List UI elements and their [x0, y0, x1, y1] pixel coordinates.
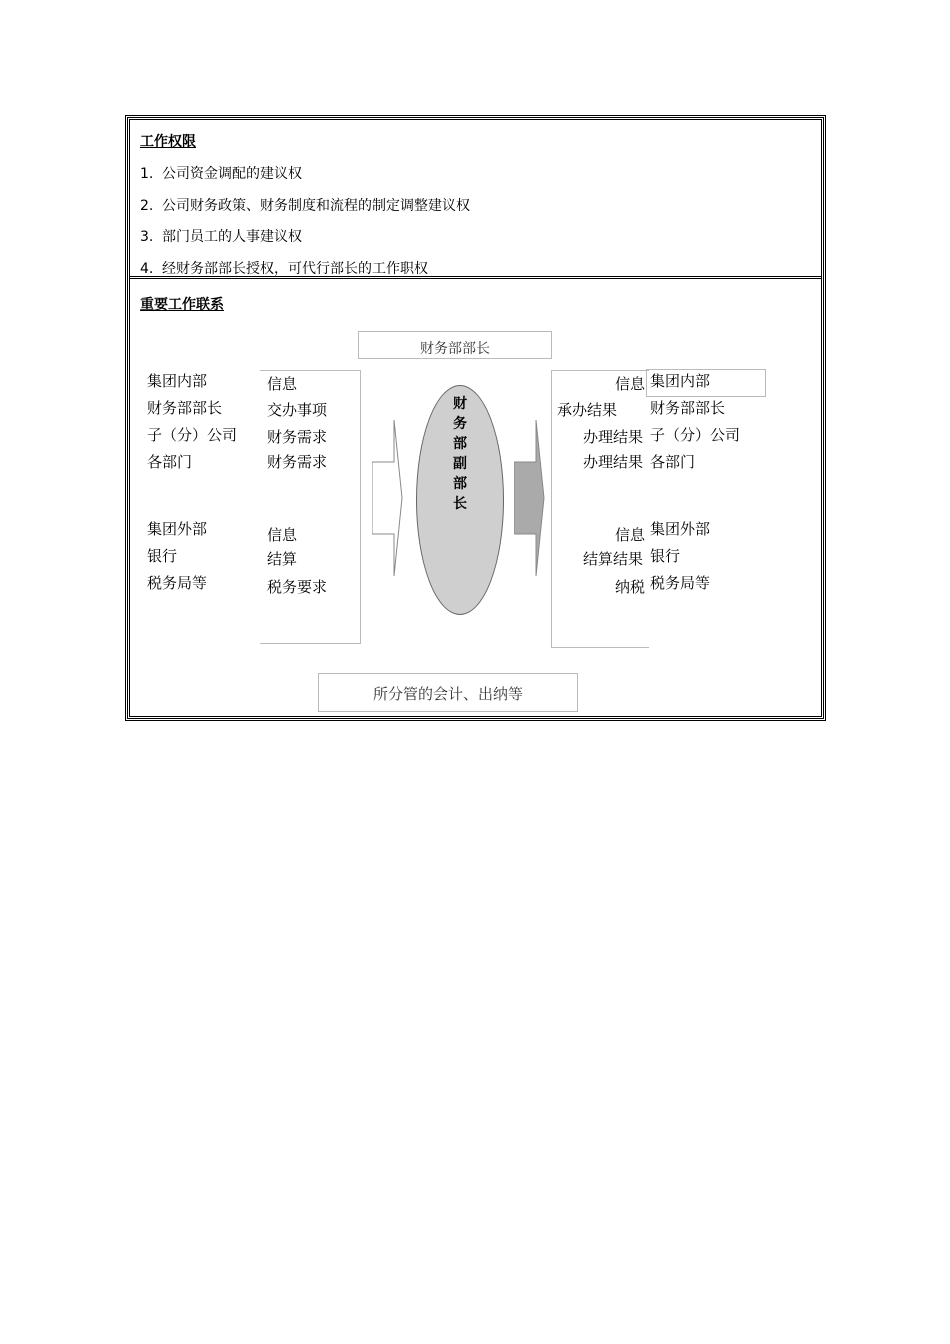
left-flow-label: 税务要求	[267, 578, 328, 596]
right-party: 集团内部	[650, 372, 711, 390]
role-label	[417, 394, 503, 514]
authority-item	[140, 195, 470, 215]
right-flow-label: 办理结果	[583, 453, 644, 471]
right-party: 子（分）公司	[650, 426, 741, 444]
item-number: 3.	[140, 229, 154, 245]
relations-title: 重要工作联系	[140, 297, 224, 313]
right-flow-label: 纳税	[615, 578, 646, 596]
left-party: 各部门	[147, 453, 193, 471]
left-party: 财务部部长	[147, 399, 223, 417]
role-ellipse	[416, 385, 504, 615]
authority-item	[140, 163, 302, 183]
inbound-arrow-icon	[372, 420, 406, 576]
role-title: 财 务 部 副 部 长	[453, 396, 467, 512]
left-party: 税务局等	[147, 574, 208, 592]
left-party: 集团内部	[147, 372, 208, 390]
authority-item	[140, 226, 302, 246]
right-party: 税务局等	[650, 574, 711, 592]
left-party: 集团外部	[147, 520, 208, 538]
right-party: 财务部部长	[650, 399, 726, 417]
supervisor-box	[358, 331, 552, 359]
right-flow-label: 信息	[615, 526, 646, 544]
item-number: 4.	[140, 261, 154, 277]
left-flow-label: 信息	[267, 526, 298, 544]
right-party: 集团外部	[650, 520, 711, 538]
item-text: 部门员工的人事建议权	[162, 229, 302, 245]
subordinates-label: 所分管的会计、出纳等	[372, 685, 523, 703]
left-party: 子（分）公司	[147, 426, 238, 444]
left-party: 银行	[147, 547, 178, 565]
item-text: 公司财务政策、财务制度和流程的制定调整建议权	[162, 198, 470, 214]
left-flow-label: 结算	[267, 550, 298, 568]
item-number: 1.	[140, 166, 154, 182]
section-divider	[130, 276, 821, 279]
right-flow-label: 办理结果	[583, 428, 644, 446]
subordinates-box	[318, 673, 578, 712]
left-flow-label: 财务需求	[267, 453, 328, 471]
job-description-table	[125, 115, 826, 721]
right-flow-label: 结算结果	[583, 550, 644, 568]
right-party: 各部门	[650, 453, 696, 471]
authority-item	[140, 258, 428, 278]
supervisor-label: 财务部部长	[420, 341, 490, 357]
right-party: 银行	[650, 547, 681, 565]
left-flow-label: 财务需求	[267, 428, 328, 446]
item-number: 2.	[140, 198, 154, 214]
outbound-arrow-icon	[514, 420, 548, 576]
authority-title: 工作权限	[140, 134, 196, 150]
item-text: 公司资金调配的建议权	[162, 166, 302, 182]
left-flow-label: 信息	[267, 375, 298, 393]
right-flow-label: 承办结果	[557, 401, 618, 419]
left-flow-label: 交办事项	[267, 401, 328, 419]
item-text: 经财务部部长授权，可代行部长的工作职权	[162, 261, 428, 277]
right-flow-label: 信息	[615, 375, 646, 393]
table-inner-border	[129, 119, 822, 717]
